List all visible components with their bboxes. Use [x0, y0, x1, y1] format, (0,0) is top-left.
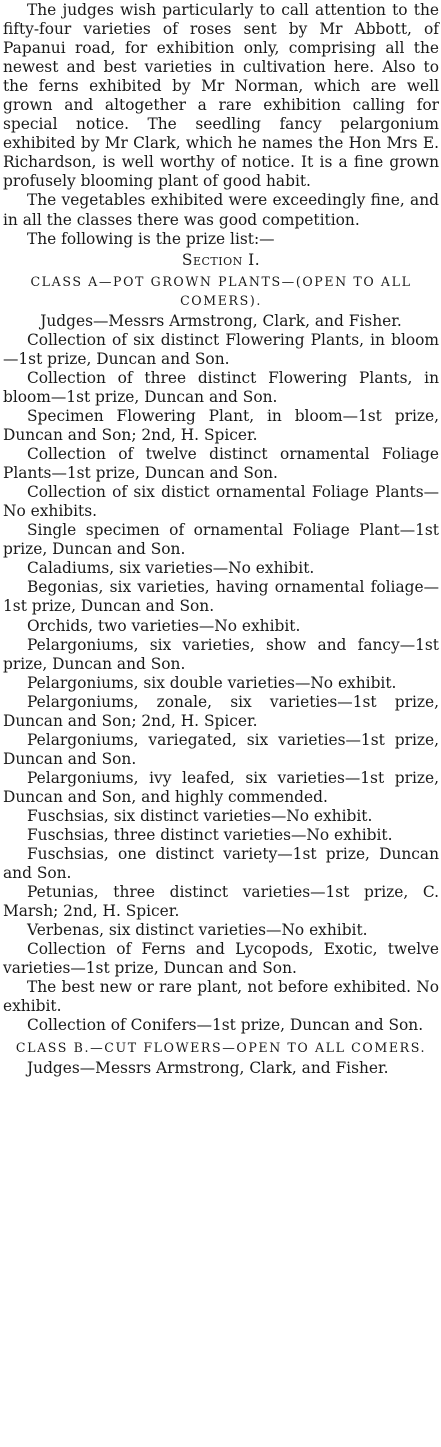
prize-entry: Fuschsias, one distinct variety—1st prize, Duncan and Son. [3, 845, 439, 883]
prize-entry: Pelargoniums, variegated, six varieties—1st prize, Duncan and Son. [3, 730, 439, 768]
prize-entry: Fuschsias, three distinct varieties—No exhibit. [27, 826, 393, 845]
class-a-entries [3, 331, 439, 1036]
prize-entry: Collection of Ferns and Lycopods, Exotic, twelve varieties—1st prize, Duncan and Son. [3, 940, 439, 978]
prize-entry: Petunias, three distinct varieties—1st prize, C. Marsh; 2nd, H. Spicer. [3, 883, 439, 921]
prize-entry: Begonias, six varieties, having ornamental foliage—1st prize, Duncan and Son. [3, 578, 439, 616]
section-heading: Section I. [181, 250, 261, 269]
prize-entry: The best new or rare plant, not before exhibited. No exhibit. [3, 978, 439, 1016]
intro-paragraph-vegetables: The vegetables exhibited were exceedingly fine, and in all the classes there was good competition. [3, 191, 439, 229]
prize-entry: Pelargoniums, zonale, six varieties—1st prize, Duncan and Son; 2nd, H. Spicer. [3, 692, 439, 730]
prize-entry: Single specimen of ornamental Foliage Plant—1st prize, Duncan and Son. [3, 521, 439, 559]
prize-entry: Collection of six distict ornamental Foliage Plants—No exhibits. [3, 483, 439, 521]
prize-entry: Orchids, two varieties—No exhibit. [27, 616, 301, 635]
prize-entry: Collection of Conifers—1st prize, Duncan and Son. [27, 1016, 424, 1035]
class-b-judges: Judges—Messrs Armstrong, Clark, and Fisher. [27, 1058, 389, 1077]
prize-entry: Collection of six distinct Flowering Plants, in bloom—1st prize, Duncan and Son. [3, 330, 439, 368]
prize-entry: Pelargoniums, six varieties, show and fancy—1st prize, Duncan and Son. [3, 635, 439, 673]
class-a-heading: CLASS A—POT GROWN PLANTS—(OPEN TO ALL COMERS). [30, 273, 412, 308]
prize-entry: Specimen Flowering Plant, in bloom—1st prize, Duncan and Son; 2nd, H. Spicer. [3, 406, 439, 445]
prize-entry: Pelargoniums, six double varieties—No exhibit. [27, 673, 397, 692]
intro-prize-list-lead: The following is the prize list:— [27, 229, 275, 248]
prize-entry: Collection of twelve distinct ornamental Foliage Plants—1st prize, Duncan and Son. [3, 445, 439, 483]
intro-paragraph-roses: The judges wish particularly to call attention to the fifty-four varieties of roses sent by Mr Abbott, of Papanui road, for exhibition only, comprising all the newest and best varieties in cultivation here. Also to the ferns exhibited by Mr Norman, which are well grown and altogether a rare exhibition calling for special notice. The seedling fancy pelargonium exhibited by Mr Clark, which he names the Hon Mrs E. Richardson, is well worthy of notice. It is a fine grown profusely blooming plant of good habit. [3, 1, 439, 191]
prize-entry: Verbenas, six distinct varieties—No exhibit. [27, 921, 368, 940]
prize-entry: Caladiums, six varieties—No exhibit. [27, 559, 315, 578]
prize-entry: Collection of three distinct Flowering Plants, in bloom—1st prize, Duncan and Son. [3, 368, 439, 406]
prize-entry: Pelargoniums, ivy leafed, six varieties—1st prize, Duncan and Son, and highly commended. [3, 768, 439, 806]
class-b-heading: CLASS B.—CUT FLOWERS—OPEN TO ALL COMERS. [15, 1039, 427, 1055]
prize-entry: Fuschsias, six distinct varieties—No exhibit. [27, 806, 373, 825]
class-a-judges: Judges—Messrs Armstrong, Clark, and Fisher. [40, 311, 402, 330]
